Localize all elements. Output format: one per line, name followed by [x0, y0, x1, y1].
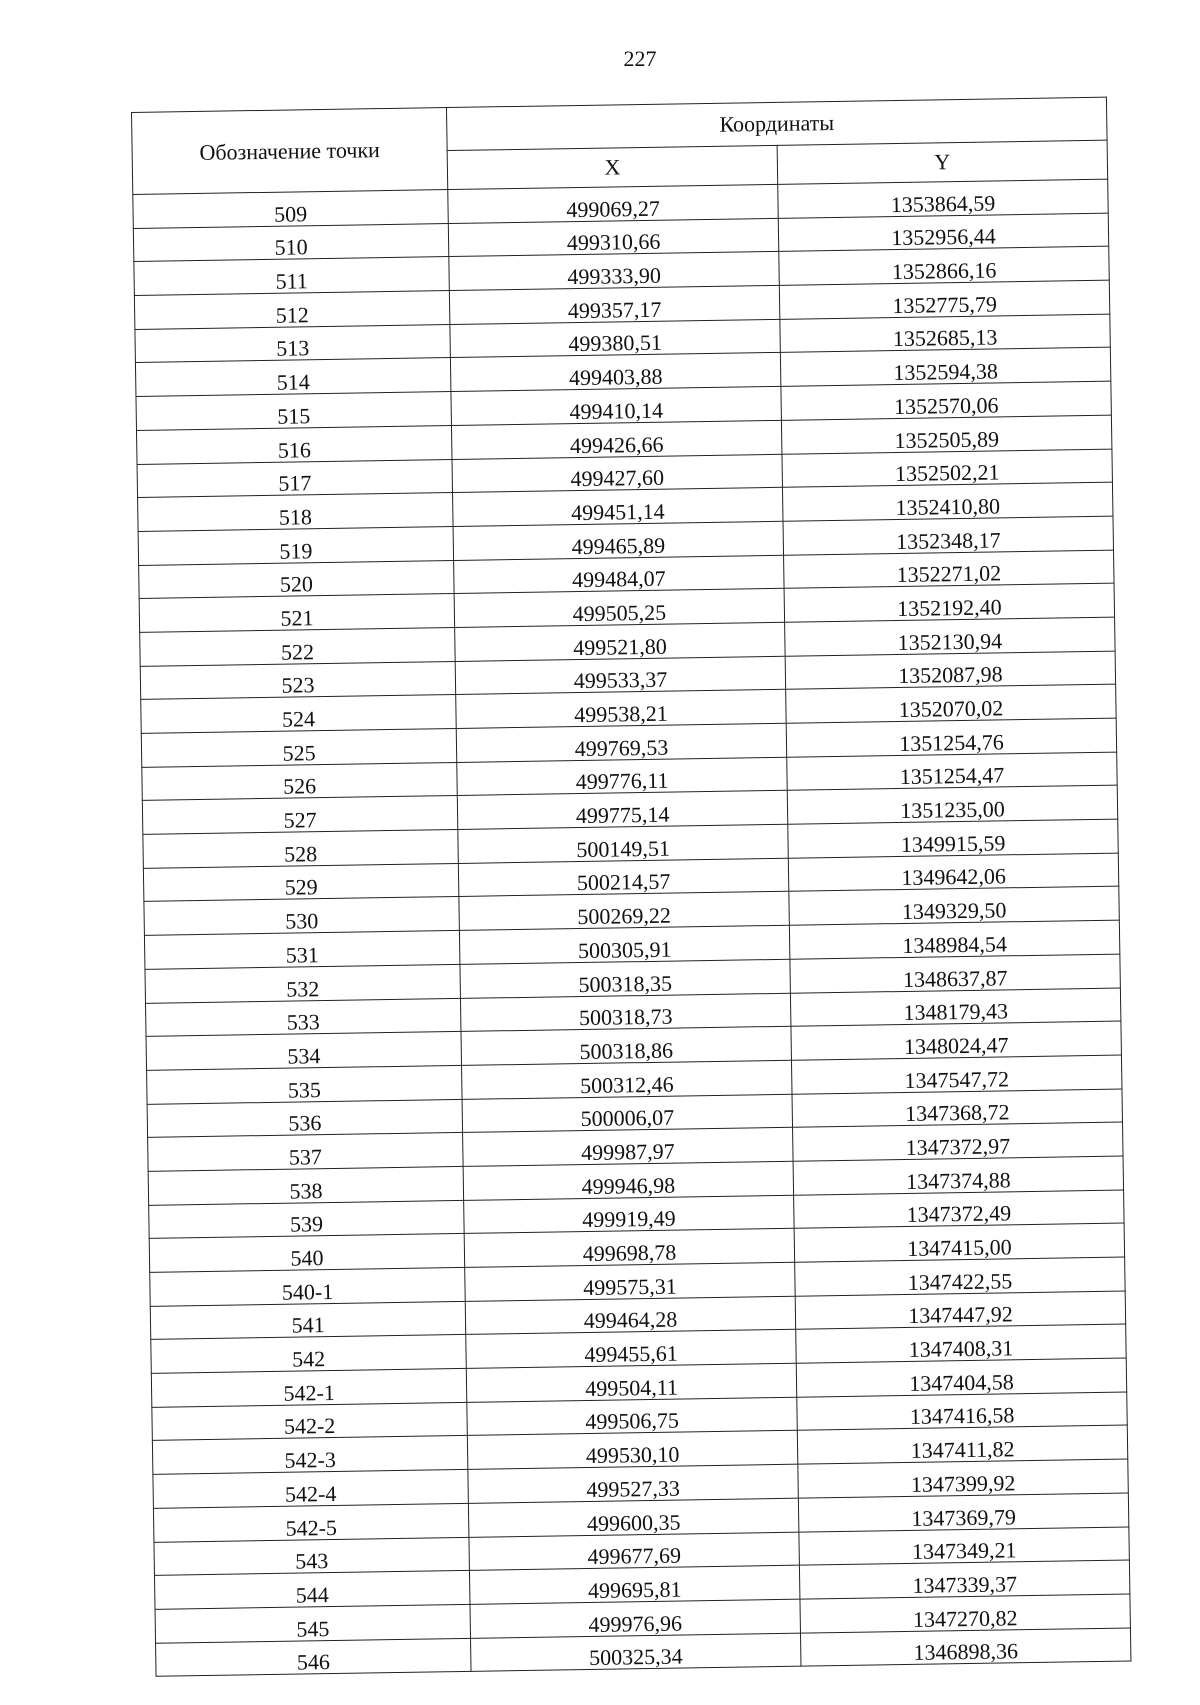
cell-y: 1347447,92: [795, 1291, 1125, 1330]
cell-point: 518: [138, 493, 453, 532]
cell-point: 528: [143, 830, 458, 869]
cell-x: 499600,35: [468, 1498, 798, 1537]
header-point-designation: Обозначение точки: [132, 108, 448, 195]
header-y: Y: [777, 140, 1108, 185]
cell-point: 509: [133, 190, 448, 229]
cell-point: 524: [141, 695, 456, 734]
cell-y: 1348637,87: [790, 954, 1120, 993]
cell-point: 529: [143, 863, 458, 902]
cell-y: 1352594,38: [780, 348, 1110, 387]
cell-y: 1352348,17: [783, 516, 1113, 555]
cell-x: 499769,53: [456, 723, 786, 762]
cell-point: 533: [145, 998, 460, 1037]
cell-x: 499484,07: [454, 555, 784, 594]
cell-y: 1347411,82: [797, 1425, 1127, 1464]
cell-point: 534: [146, 1032, 461, 1071]
cell-point: 519: [138, 526, 453, 565]
cell-y: 1349642,06: [788, 853, 1118, 892]
cell-x: 499775,14: [457, 791, 787, 830]
table-header: [132, 97, 1108, 194]
cell-point: 542-2: [152, 1402, 467, 1441]
coordinates-table: [131, 97, 1131, 1677]
cell-y: 1346898,36: [800, 1628, 1130, 1667]
cell-point: 513: [135, 324, 450, 363]
cell-x: 499698,78: [464, 1229, 794, 1268]
cell-y: 1347399,92: [798, 1459, 1128, 1498]
cell-point: 538: [148, 1166, 463, 1205]
cell-x: 499455,61: [466, 1330, 796, 1369]
cell-x: 500318,35: [460, 959, 790, 998]
cell-point: 527: [142, 796, 457, 835]
cell-y: 1352130,94: [785, 617, 1115, 656]
cell-x: 499310,66: [448, 218, 778, 257]
cell-x: 499504,11: [466, 1363, 796, 1402]
cell-point: 526: [142, 762, 457, 801]
cell-x: 499530,10: [467, 1431, 797, 1470]
cell-point: 542-4: [153, 1470, 468, 1509]
cell-y: 1352956,44: [778, 213, 1108, 252]
cell-y: 1352087,98: [785, 651, 1115, 690]
cell-y: 1352866,16: [779, 247, 1109, 286]
cell-point: 537: [148, 1133, 463, 1172]
cell-y: 1347547,72: [791, 1055, 1121, 1094]
cell-x: 499695,81: [469, 1565, 799, 1604]
cell-x: 500149,51: [458, 824, 788, 863]
cell-y: 1352410,80: [782, 482, 1112, 521]
cell-x: 500305,91: [459, 925, 789, 964]
cell-y: 1348179,43: [790, 988, 1120, 1027]
cell-y: 1348024,47: [791, 1021, 1121, 1060]
cell-point: 535: [147, 1065, 462, 1104]
cell-x: 499427,60: [452, 454, 782, 493]
cell-y: 1347372,49: [794, 1190, 1124, 1229]
cell-point: 532: [145, 964, 460, 1003]
cell-point: 545: [155, 1604, 470, 1643]
cell-x: 500006,07: [462, 1094, 792, 1133]
cell-x: 499333,90: [449, 252, 779, 291]
cell-point: 517: [137, 459, 452, 498]
cell-y: 1347372,97: [793, 1122, 1123, 1161]
cell-x: 499575,31: [465, 1262, 795, 1301]
cell-y: 1352570,06: [781, 381, 1111, 420]
cell-x: 499451,14: [453, 488, 783, 527]
cell-x: 499506,75: [467, 1397, 797, 1436]
cell-y: 1347270,82: [800, 1594, 1130, 1633]
cell-y: 1352775,79: [779, 280, 1109, 319]
cell-point: 543: [154, 1537, 469, 1576]
cell-x: 500318,73: [460, 993, 790, 1032]
cell-y: 1353864,59: [778, 179, 1108, 218]
cell-point: 514: [135, 358, 450, 397]
cell-y: 1347349,21: [799, 1527, 1129, 1566]
cell-y: 1352070,02: [786, 684, 1116, 723]
cell-x: 500269,22: [459, 892, 789, 931]
cell-x: 499987,97: [463, 1127, 793, 1166]
cell-y: 1349915,59: [788, 819, 1118, 858]
cell-point: 531: [144, 931, 459, 970]
cell-x: 499357,17: [449, 285, 779, 324]
cell-y: 1352685,13: [780, 314, 1110, 353]
cell-x: 499521,80: [455, 622, 785, 661]
cell-y: 1347369,79: [798, 1493, 1128, 1532]
cell-x: 500312,46: [462, 1060, 792, 1099]
cell-y: 1352192,40: [784, 583, 1114, 622]
cell-y: 1352505,89: [781, 415, 1111, 454]
cell-point: 510: [133, 223, 448, 262]
header-x: X: [447, 145, 778, 190]
cell-y: 1352271,02: [784, 550, 1114, 589]
cell-y: 1347368,72: [792, 1089, 1122, 1128]
cell-point: 542-1: [151, 1368, 466, 1407]
cell-x: 499069,27: [448, 184, 778, 223]
cell-x: 499527,33: [468, 1464, 798, 1503]
cell-point: 546: [156, 1638, 471, 1677]
cell-y: 1347374,88: [793, 1156, 1123, 1195]
cell-y: 1347415,00: [794, 1223, 1124, 1262]
cell-y: 1349329,50: [789, 887, 1119, 926]
cell-x: 500325,34: [471, 1633, 801, 1672]
cell-x: 499919,49: [464, 1195, 794, 1234]
header-coordinates: Координаты: [446, 97, 1107, 150]
cell-x: 499538,21: [456, 690, 786, 729]
cell-point: 522: [140, 627, 455, 666]
cell-y: 1352502,21: [782, 449, 1112, 488]
cell-point: 520: [139, 560, 454, 599]
cell-point: 542-5: [153, 1503, 468, 1542]
cell-point: 536: [147, 1099, 462, 1138]
cell-y: 1351254,47: [787, 752, 1117, 791]
table-body: [133, 179, 1131, 1676]
cell-y: 1347404,58: [796, 1358, 1126, 1397]
cell-x: 500318,86: [461, 1026, 791, 1065]
cell-x: 499976,96: [470, 1599, 800, 1638]
cell-point: 539: [149, 1200, 464, 1239]
cell-point: 540: [149, 1234, 464, 1273]
cell-point: 525: [141, 728, 456, 767]
cell-x: 499464,28: [465, 1296, 795, 1335]
cell-y: 1347422,55: [795, 1257, 1125, 1296]
cell-point: 544: [154, 1571, 469, 1610]
cell-x: 499426,66: [451, 420, 781, 459]
cell-x: 499776,11: [457, 757, 787, 796]
cell-x: 499533,37: [455, 656, 785, 695]
cell-y: 1347408,31: [796, 1324, 1126, 1363]
cell-x: 500214,57: [458, 858, 788, 897]
cell-x: 499505,25: [454, 589, 784, 628]
cell-x: 499410,14: [451, 386, 781, 425]
coordinates-table-wrapper: [131, 97, 1130, 1677]
cell-x: 499946,98: [463, 1161, 793, 1200]
cell-point: 542: [151, 1335, 466, 1374]
cell-point: 512: [134, 291, 449, 330]
cell-point: 523: [140, 661, 455, 700]
cell-y: 1347416,58: [797, 1392, 1127, 1431]
cell-point: 515: [136, 392, 451, 431]
cell-point: 540-1: [150, 1267, 465, 1306]
cell-point: 516: [136, 425, 451, 464]
cell-point: 521: [139, 594, 454, 633]
cell-point: 541: [150, 1301, 465, 1340]
page-number: 227: [623, 46, 657, 71]
cell-point: 542-3: [152, 1436, 467, 1475]
cell-y: 1347339,37: [799, 1560, 1129, 1599]
cell-x: 499380,51: [450, 319, 780, 358]
cell-x: 499465,89: [453, 521, 783, 560]
cell-x: 499677,69: [469, 1532, 799, 1571]
cell-x: 499403,88: [450, 353, 780, 392]
cell-y: 1351235,00: [787, 785, 1117, 824]
cell-y: 1348984,54: [789, 920, 1119, 959]
cell-point: 511: [134, 257, 449, 296]
cell-y: 1351254,76: [786, 718, 1116, 757]
cell-point: 530: [144, 897, 459, 936]
